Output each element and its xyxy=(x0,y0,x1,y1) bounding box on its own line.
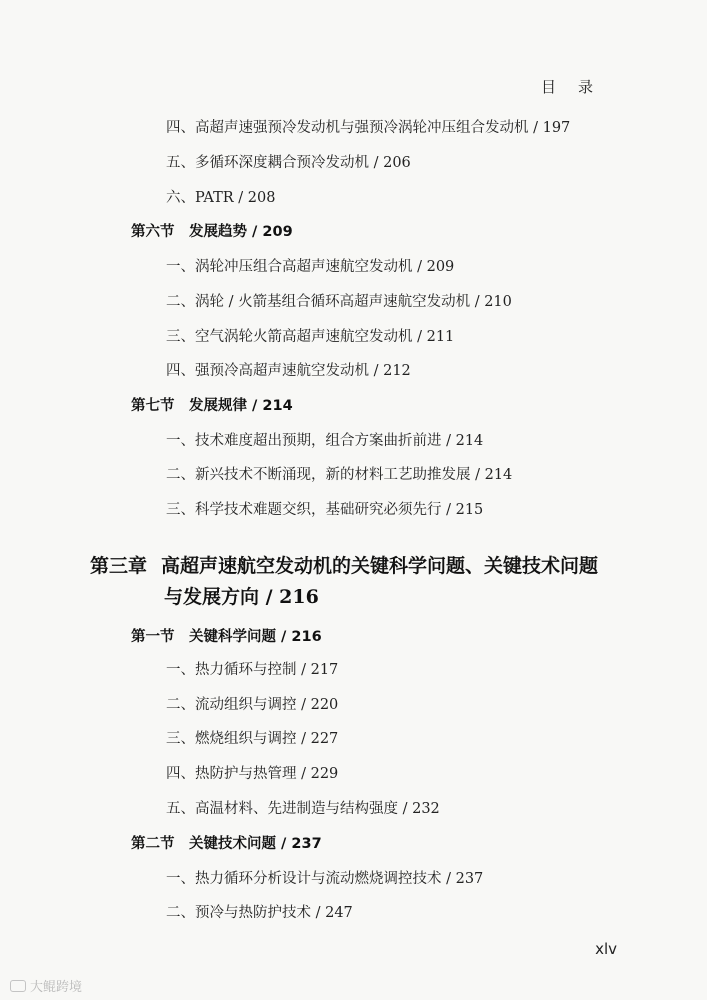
toc-item[interactable]: 二、流动组织与调控 / 220 xyxy=(166,697,339,713)
page-number: xlv xyxy=(595,940,617,958)
watermark-text: 大鲲跨境 xyxy=(30,980,83,995)
toc-item[interactable]: 一、技术难度超出预期，组合方案曲折前进 / 214 xyxy=(166,433,484,449)
toc-item[interactable]: 四、热防护与热管理 / 229 xyxy=(166,766,339,782)
watermark xyxy=(10,976,82,995)
running-header: 目录 xyxy=(540,78,615,96)
toc-item[interactable]: 五、高温材料、先进制造与结构强度 / 232 xyxy=(166,801,440,817)
toc-section-heading[interactable]: 第七节 发展规律 / 214 xyxy=(131,398,293,414)
toc-item[interactable]: 三、科学技术难题交织，基础研究必须先行 / 215 xyxy=(166,502,484,518)
toc-item[interactable]: 四、强预冷高超声速航空发动机 / 212 xyxy=(166,363,411,379)
toc-item[interactable]: 三、空气涡轮火箭高超声速航空发动机 / 211 xyxy=(166,329,455,345)
toc-section-heading[interactable]: 第二节 关键技术问题 / 237 xyxy=(131,836,322,852)
toc-item[interactable]: 二、预冷与热防护技术 / 247 xyxy=(166,905,353,921)
toc-section-heading[interactable]: 第一节 关键科学问题 / 216 xyxy=(131,629,322,645)
toc-item[interactable]: 六、PATR / 208 xyxy=(166,190,276,206)
chapter-title: 高超声速航空发动机的关键科学问题、关键技术问题 xyxy=(161,555,599,577)
toc-item[interactable]: 一、热力循环分析设计与流动燃烧调控技术 / 237 xyxy=(166,871,484,887)
toc-chapter-heading-continued[interactable]: 与发展方向 / 216 xyxy=(164,586,319,608)
watermark-icon xyxy=(10,980,26,992)
toc-item[interactable]: 一、热力循环与控制 / 217 xyxy=(166,662,339,678)
toc-item[interactable]: 二、新兴技术不断涌现，新的材料工艺助推发展 / 214 xyxy=(166,467,513,483)
toc-item[interactable]: 四、高超声速强预冷发动机与强预冷涡轮冲压组合发动机 / 197 xyxy=(166,120,571,136)
toc-section-heading[interactable]: 第六节 发展趋势 / 209 xyxy=(131,224,293,240)
toc-item[interactable]: 二、涡轮 / 火箭基组合循环高超声速航空发动机 / 210 xyxy=(166,294,512,310)
chapter-number: 第三章 xyxy=(90,555,148,577)
toc-item[interactable]: 五、多循环深度耦合预冷发动机 / 206 xyxy=(166,155,411,171)
toc-chapter-heading[interactable] xyxy=(90,551,598,578)
toc-item[interactable]: 三、燃烧组织与调控 / 227 xyxy=(166,731,339,747)
toc-item[interactable]: 一、涡轮冲压组合高超声速航空发动机 / 209 xyxy=(166,259,455,275)
